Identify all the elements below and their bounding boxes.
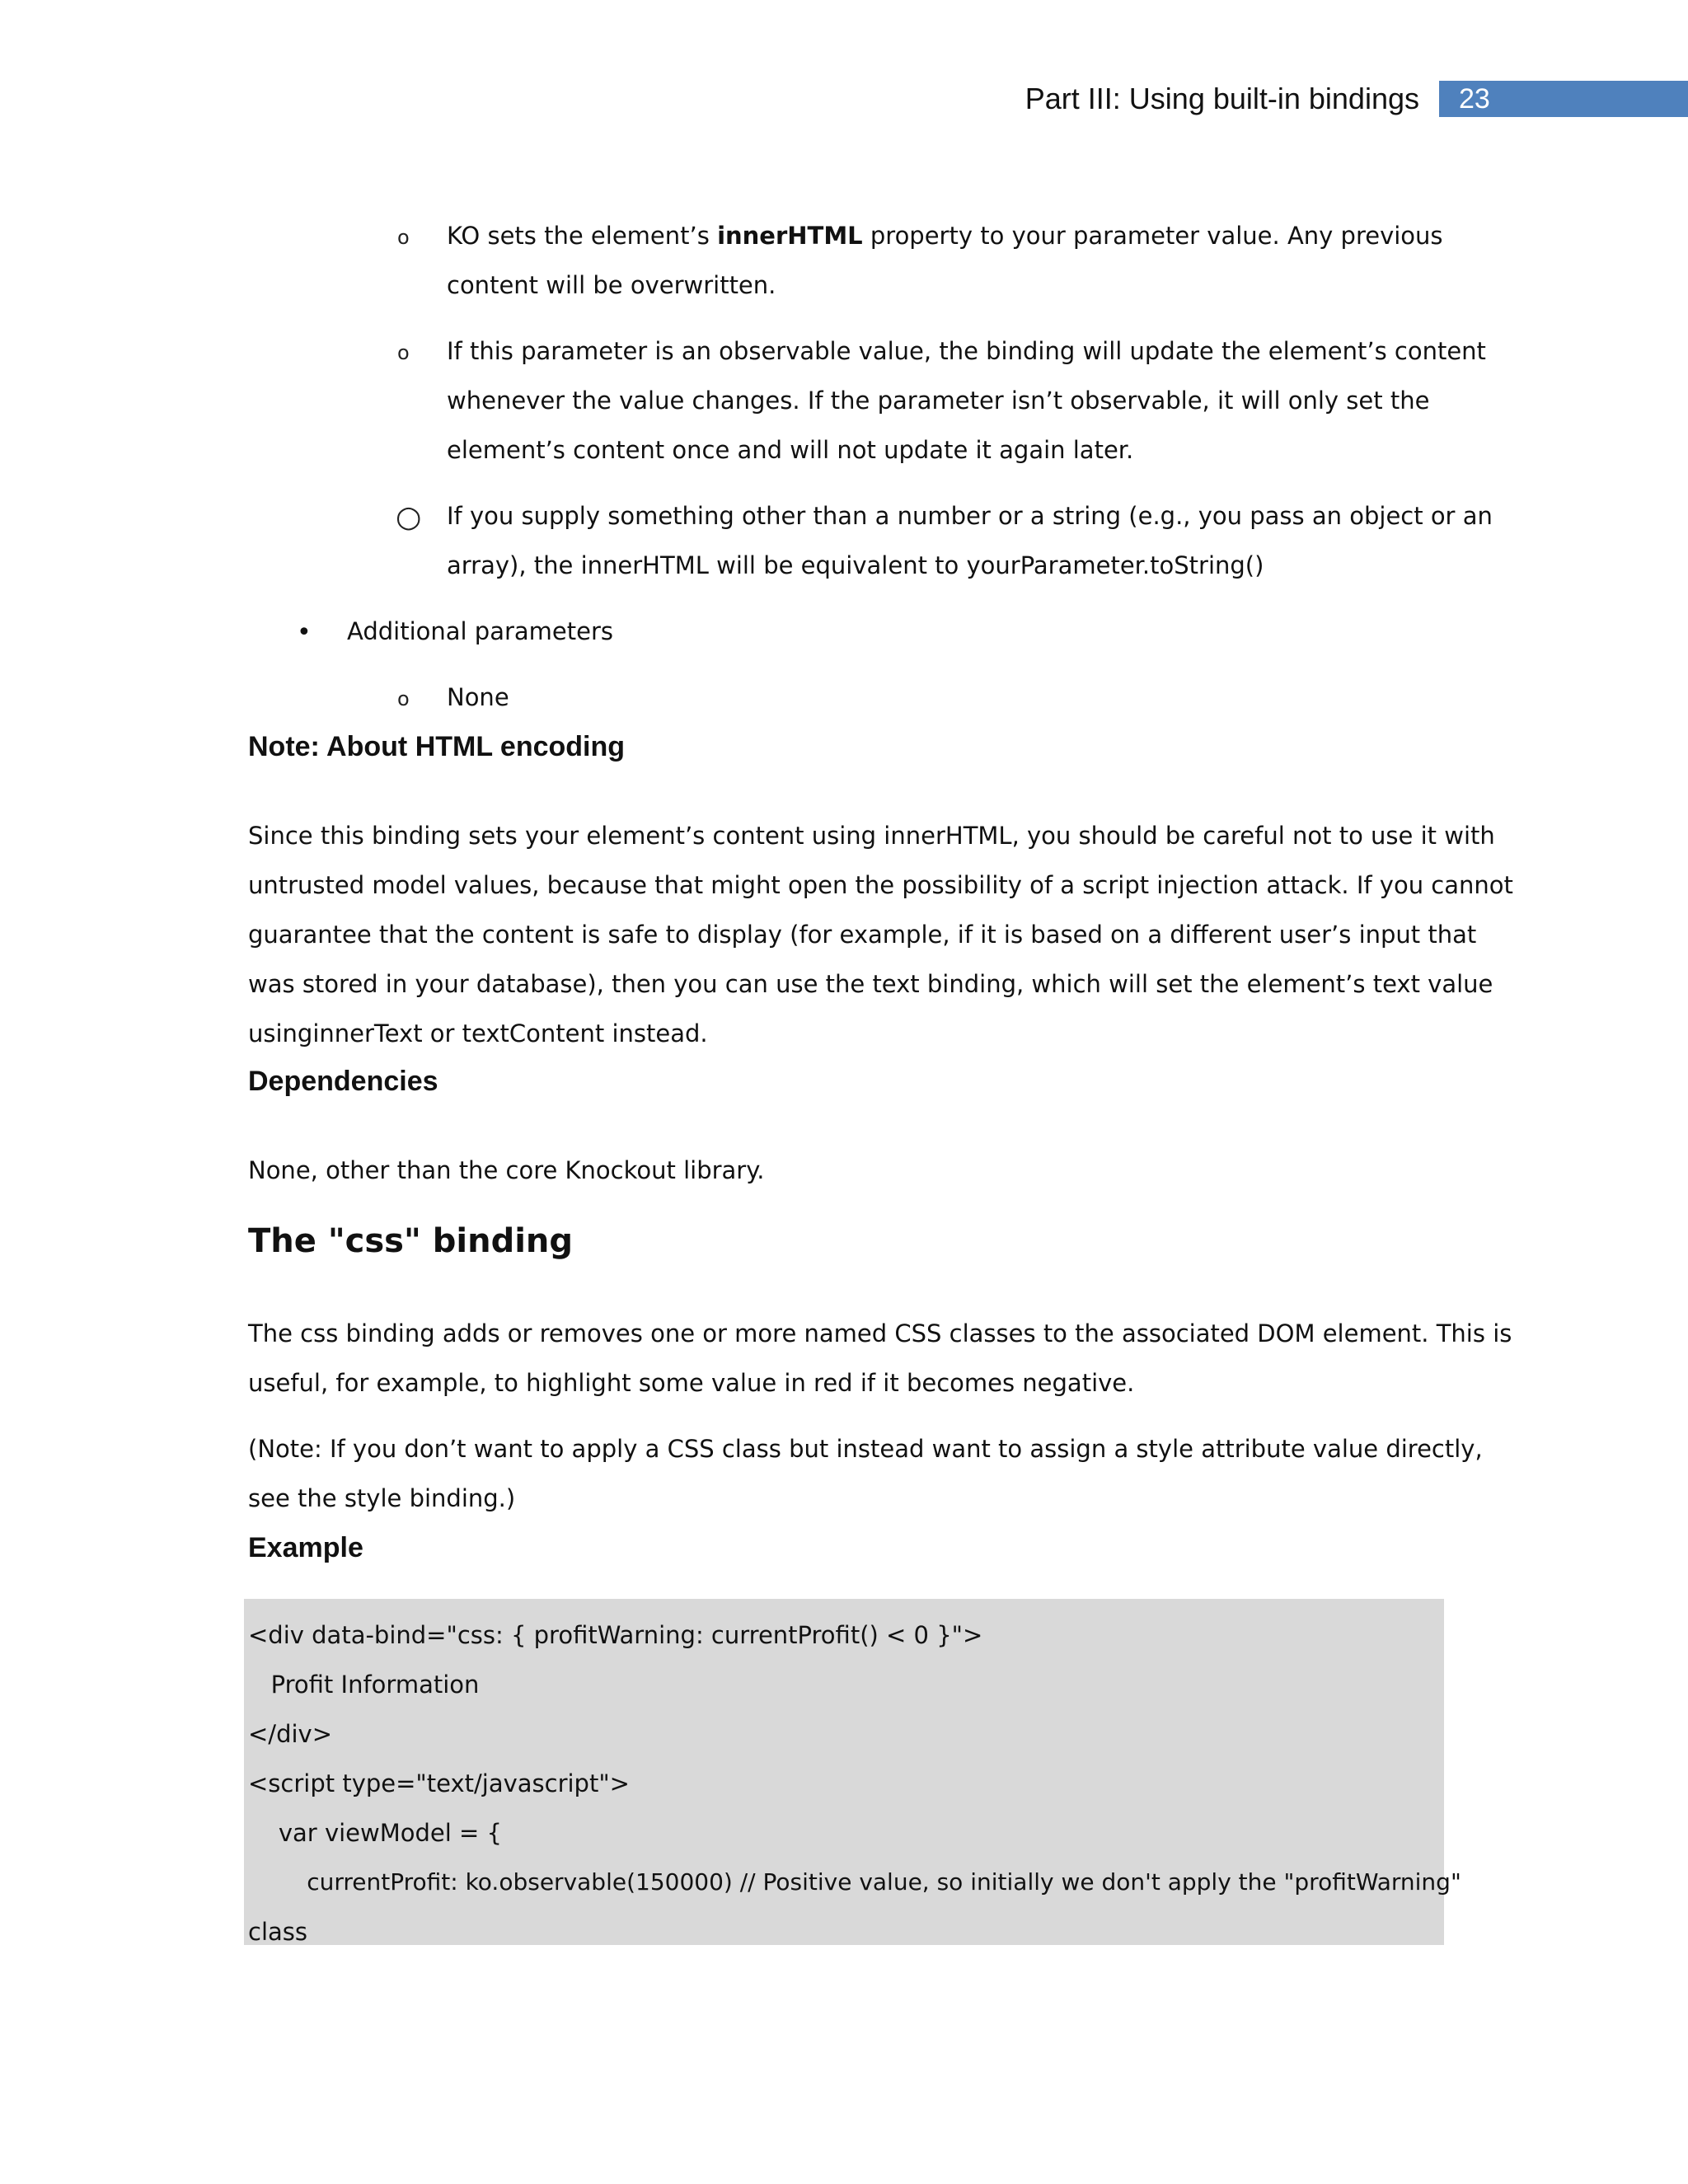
running-header-title: Part III: Using built-in bindings [1025,82,1419,115]
paragraph-line: The css binding adds or removes one or more named CSS classes to the associated DOM element. This is [248,1319,1512,1347]
list-item-line: whenever the value changes. If the parameter isn’t observable, it will only set the [447,387,1430,415]
paragraph-line: None, other than the core Knockout library. [248,1156,765,1184]
code-example-block [244,1599,1461,1946]
page-number-badge [1439,81,1688,117]
paragraph-line: was stored in your database), then you can use the text binding, which will set the element’s text value [248,970,1493,998]
list-item-line: array), the innerHTML will be equivalent to yourParameter.toString() [447,551,1264,579]
sub-bullet-icon: o [397,226,410,249]
list-item-text: KO sets the element’s [447,222,718,250]
sub-bullet-icon: o [397,687,410,710]
list-item-line: element’s content once and will not update it again later. [447,436,1134,464]
code-line: </div> [248,1720,332,1748]
list-item-line: If you supply something other than a number or a string (e.g., you pass an object or an [447,502,1493,530]
bullet-icon: • [297,618,312,647]
list-item-line: content will be overwritten. [447,271,776,299]
list-item-bold-term: innerHTML [717,222,863,250]
list-item-text: property to your parameter value. Any previous [862,222,1443,250]
paragraph-line: untrusted model values, because that might open the possibility of a script injection attack. If you cannot [248,871,1513,899]
paragraph-line: usinginnerText or textContent instead. [248,1019,708,1047]
code-line: <div data-bind="css: { profitWarning: currentProfit() < 0 }"> [248,1621,983,1649]
section-heading-css-binding: The "css" binding [248,1222,574,1260]
paragraph-line: (Note: If you don’t want to apply a CSS class but instead want to assign a style attribute value directly, [248,1435,1483,1463]
code-line: currentProfit: ko.observable(150000) // Positive value, so initially we don't apply the "profitWarning" [248,1868,1461,1896]
list-item-additional-parameters: Additional parameters [347,617,614,645]
section-heading-dependencies: Dependencies [248,1066,438,1097]
paragraph-line: guarantee that the content is safe to display (for example, if it is based on a different user’s input that [248,921,1477,949]
section-heading-example: Example [248,1532,363,1563]
code-line: <script type="text/javascript"> [248,1769,630,1797]
sub-bullet-icon: o [397,341,410,364]
code-line: var viewModel = { [248,1819,502,1847]
section-heading-note: Note: About HTML encoding [248,731,626,762]
code-line: Profit Information [248,1671,480,1699]
list-item-line: If this parameter is an observable value, the binding will update the element’s content [447,337,1486,365]
page-number: 23 [1459,83,1490,115]
sub-bullet-icon: ○ [396,500,422,534]
paragraph-line: see the style binding.) [248,1484,516,1512]
paragraph-line: Since this binding sets your element’s content using innerHTML, you should be careful not to use it with [248,822,1495,850]
list-item-innerhtml [447,219,1443,252]
code-line: class [248,1918,307,1946]
list-item-none: None [447,683,509,711]
paragraph-line: useful, for example, to highlight some value in red if it becomes negative. [248,1369,1135,1397]
